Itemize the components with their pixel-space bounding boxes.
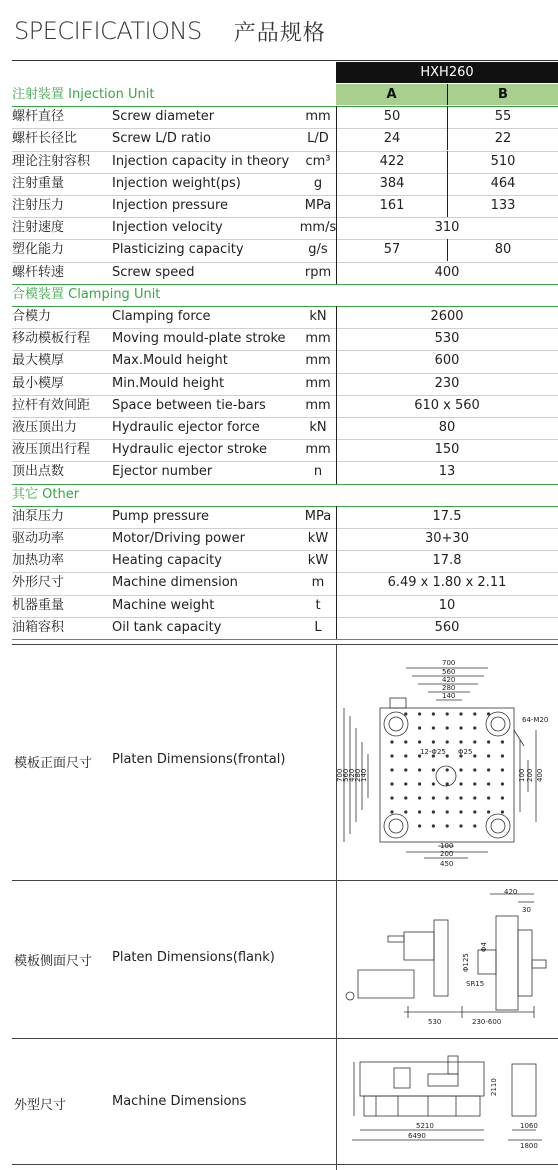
platen-hole [459,824,462,827]
spec-row [12,506,558,528]
platen-hole [487,768,490,771]
top-rule [12,60,558,61]
spec-unit: L/D [307,131,329,147]
section-other: 其它 Other [12,486,80,502]
platen-hole [418,782,421,785]
platen-hole [390,796,393,799]
dim-r200: 200 [526,768,534,782]
platen-hole [473,768,476,771]
spec-row [12,373,558,395]
platen-hole [487,796,490,799]
platen-hole [473,740,476,743]
dim-flank-sr15: SR15 [466,980,485,988]
spec-name-en: Max.Mould height [112,353,228,369]
spec-value: 530 [434,331,460,347]
dim-flank-w30: 30 [522,906,531,914]
platen-hole [446,726,449,729]
dim-frontal-cn: 模板正面尺寸 [14,756,93,771]
spec-name-en: Oil tank capacity [112,619,222,635]
value-column-rule [336,106,337,284]
platen-hole [473,824,476,827]
dim-rule-bottom [12,1164,558,1165]
platen-hole [501,740,504,743]
spec-name-cn: 油箱容积 [12,619,65,635]
spec-name-cn: 理论注射容积 [12,153,91,169]
model-header: HXH260 [336,62,558,83]
platen-flank-drawing [338,886,556,1034]
dim-flank-cn: 模板侧面尺寸 [14,954,93,969]
spec-value: 80 [438,420,456,435]
spec-value-b: 133 [490,198,516,213]
platen-hole [473,754,476,757]
spec-name-cn: 液压顶出行程 [12,442,91,458]
spec-name-cn: 机器重量 [12,597,65,613]
spec-name-cn: 最小模厚 [12,375,65,391]
platen-hole [404,796,407,799]
spec-row [12,550,558,572]
spec-value-a: 50 [383,109,401,125]
dim-machine-cn: 外型尺寸 [14,1098,67,1113]
spec-name-en: Injection weight(ps) [112,175,241,191]
spec-name-cn: 加热功率 [12,553,65,569]
spec-name-en: Screw diameter [112,109,215,125]
dim-machine-en: Machine Dimensions [112,1094,247,1109]
spec-unit: MPa [304,508,332,524]
model-columns-header [336,84,558,105]
spec-value: 600 [434,353,460,369]
platen-hole [459,796,462,799]
spec-unit: g/s [308,242,328,258]
dim-h420: 420 [348,768,356,782]
platen-frontal-drawing [338,650,556,876]
spec-name-en: Pump pressure [112,508,210,524]
dim-w280: 280 [442,684,456,692]
spec-row [12,617,558,639]
spec-value-b: 510 [490,153,516,169]
spec-row [12,350,558,372]
spec-value: 10 [438,597,456,613]
spec-unit: MPa [304,198,332,213]
platen-hole [404,782,407,785]
spec-value: 2600 [430,309,464,324]
platen-hole [404,740,407,743]
platen-hole [446,796,449,799]
platen-hole [390,782,393,785]
spec-value: 6.49 x 1.80 x 2.11 [387,575,507,591]
spec-value: 310 [434,220,460,236]
platen-hole [446,754,449,757]
spec-name-en: Min.Mould height [112,375,225,391]
platen-hole [487,782,490,785]
platen-hole [487,740,490,743]
spec-unit: rpm [304,264,332,280]
platen-hole [432,768,435,771]
dim-rule-2 [12,1038,558,1039]
spec-value: 560 [434,619,460,635]
dim-rule-top [12,644,558,645]
dim-machine-h2110: 2110 [490,1078,498,1096]
spec-row [12,595,558,617]
dim-flank-b530: 530 [428,1018,442,1026]
platen-hole [446,810,449,813]
platen-hole [432,796,435,799]
platen-hole [432,782,435,785]
spec-value-b: 80 [494,242,512,258]
spec-unit: mm [305,375,331,391]
spec-name-cn: 油泵压力 [12,508,65,524]
dim-machine-w1060: 1060 [520,1122,538,1130]
spec-unit: cm³ [305,153,331,169]
spec-name-cn: 注射速度 [12,220,65,236]
spec-row [12,151,558,173]
spec-name-en: Clamping force [112,309,211,324]
spec-name-en: Screw L/D ratio [112,131,211,147]
spec-name-cn: 螺杆转速 [12,264,65,280]
platen-hole [501,796,504,799]
spec-name-cn: 顶出点数 [12,464,65,480]
platen-hole [487,810,490,813]
spec-name-en: Hydraulic ejector stroke [112,442,268,458]
dim-w420: 420 [442,676,456,684]
dim-frontal-en: Platen Dimensions(frontal) [112,752,286,767]
platen-hole [418,824,421,827]
platen-hole [404,712,407,715]
spec-unit: L [314,619,322,635]
title-en: SPECIFICATIONS [14,17,202,45]
dim-machine-w1800: 1800 [520,1142,538,1150]
spec-name-cn: 合模力 [12,309,52,324]
spec-name-en: Screw speed [112,264,195,280]
platen-hole [487,712,490,715]
spec-value-a: 161 [379,198,405,213]
spec-row [12,439,558,461]
spec-name-cn: 螺杆直径 [12,109,65,125]
platen-hole [473,796,476,799]
dim-b450: 450 [440,860,454,868]
platen-hole [473,810,476,813]
spec-unit: n [313,464,323,480]
value-column-rule [336,306,337,484]
dim-w140: 140 [442,692,456,700]
spec-name-cn: 移动模板行程 [12,331,91,347]
spec-unit: mm [305,442,331,458]
dim-rule-1 [12,880,558,881]
dim-flank-d125: Φ125 [462,953,470,972]
spec-name-cn: 液压顶出力 [12,420,78,435]
platen-hole [501,754,504,757]
dim-r400: 400 [536,768,544,782]
spec-name-en: Injection pressure [112,198,229,213]
spec-name-en: Injection velocity [112,220,223,236]
platen-hole [459,726,462,729]
spec-name-cn: 驱动功率 [12,531,65,546]
spec-row [12,417,558,439]
platen-hole [404,754,407,757]
spec-unit: kW [307,531,329,546]
spec-unit: kN [309,309,327,324]
platen-hole [418,726,421,729]
platen-hole-grid [390,712,504,827]
dim-h700: 700 [336,768,344,782]
spec-value: 230 [434,375,460,391]
platen-hole [432,810,435,813]
platen-hole [459,810,462,813]
spec-row [12,262,558,284]
spec-name-cn: 螺杆长径比 [12,131,78,147]
dim-divider [336,644,337,1170]
column-b-label: B [498,87,508,102]
dim-machine-l6490: 6490 [408,1132,426,1140]
platen-hole [446,768,449,771]
platen-hole [418,740,421,743]
row-rule [12,639,558,640]
spec-row [12,395,558,417]
spec-name-cn: 最大模厚 [12,353,65,369]
platen-hole [390,810,393,813]
platen-hole [459,712,462,715]
spec-name-en: Heating capacity [112,553,222,569]
section-injection: 注射装置 Injection Unit [12,87,155,102]
spec-value: 13 [438,464,456,480]
platen-hole [432,824,435,827]
dim-flank-en: Platen Dimensions(flank) [112,950,275,965]
spec-name-en: Ejector number [112,464,213,480]
spec-table [12,84,558,640]
platen-hole [446,712,449,715]
platen-hole [390,740,393,743]
platen-hole [473,712,476,715]
platen-hole [459,782,462,785]
spec-name-cn: 塑化能力 [12,242,65,258]
spec-value: 610 x 560 [414,397,480,413]
spec-value-b: 22 [494,131,512,147]
platen-hole [501,782,504,785]
dim-h140: 140 [360,768,368,782]
platen-hole [390,768,393,771]
spec-unit: mm [305,109,331,125]
section-clamping: 合模装置 Clamping Unit [12,286,161,302]
spec-unit: g [313,175,323,191]
dim-machine-l5210: 5210 [416,1122,434,1130]
spec-value-a: 24 [383,131,401,147]
spec-row [12,106,558,128]
title-cn: 产品规格 [233,20,326,46]
spec-value-b: 55 [494,109,512,125]
dim-w700: 700 [442,659,456,667]
platen-hole [390,754,393,757]
dim-flank-b230: 230-600 [472,1018,502,1026]
platen-hole [446,782,449,785]
platen-hole [432,712,435,715]
spec-value-a: 422 [379,153,405,169]
spec-unit: kN [309,420,327,435]
dim-h560: 560 [342,768,350,782]
spec-row [12,195,558,217]
spec-row [12,128,558,150]
machine-drawing [338,1042,556,1162]
spec-unit: t [315,597,321,613]
dim-b100: 100 [440,842,454,850]
spec-value-b: 464 [490,175,516,191]
value-column-rule [336,506,337,639]
spec-name-en: Plasticizing capacity [112,242,244,258]
dim-dia: Φ25 [458,748,473,756]
spec-row [12,239,558,261]
spec-name-cn: 外形尺寸 [12,575,65,591]
platen-hole [446,824,449,827]
spec-value: 150 [434,442,460,458]
spec-value-a: 384 [379,175,405,191]
spec-name-cn: 拉杆有效间距 [12,397,91,413]
dim-holes: 64-M20 [522,716,549,724]
dim-h280: 280 [354,768,362,782]
platen-hole [418,796,421,799]
platen-hole [432,726,435,729]
spec-row [12,173,558,195]
platen-hole [487,754,490,757]
platen-hole [404,768,407,771]
platen-hole [459,768,462,771]
platen-hole [446,740,449,743]
spec-row [12,306,558,328]
spec-value: 400 [434,264,460,280]
dim-flank-d4: Φ4 [480,942,488,952]
spec-name-en: Space between tie-bars [112,397,266,413]
spec-unit: m [311,575,325,591]
dim-r100: 100 [518,768,526,782]
spec-row [12,528,558,550]
platen-hole [501,810,504,813]
spec-unit: mm [305,353,331,369]
spec-name-en: Injection capacity in theory [112,153,290,169]
column-a-label: A [386,87,397,102]
spec-unit: mm/s [299,220,337,236]
dim-b200: 200 [440,850,454,858]
dim-flank-w420: 420 [504,888,518,896]
spec-name-en: Machine weight [112,597,215,613]
spec-name-en: Moving mould-plate stroke [112,331,286,347]
dim-center-holes: 12-Φ25 [420,748,446,756]
spec-row [12,328,558,350]
platen-hole [404,810,407,813]
spec-name-cn: 注射重量 [12,175,65,191]
platen-hole [432,740,435,743]
spec-value: 30+30 [425,531,469,546]
spec-unit: mm [305,331,331,347]
platen-hole [501,768,504,771]
spec-row [12,572,558,594]
platen-hole [459,740,462,743]
platen-hole [418,768,421,771]
spec-name-en: Motor/Driving power [112,531,246,546]
platen-hole [418,810,421,813]
spec-unit: kW [307,553,329,569]
spec-name-en: Machine dimension [112,575,238,591]
platen-hole [418,712,421,715]
spec-value-a: 57 [383,242,401,258]
page-title [14,14,326,48]
spec-name-en: Hydraulic ejector force [112,420,260,435]
spec-row [12,217,558,239]
platen-hole [473,782,476,785]
platen-hole [473,726,476,729]
spec-unit: mm [305,397,331,413]
dim-w560: 560 [442,668,456,676]
spec-value: 17.5 [432,508,462,524]
spec-value: 17.8 [432,553,462,569]
spec-row [12,461,558,483]
spec-name-cn: 注射压力 [12,198,65,213]
